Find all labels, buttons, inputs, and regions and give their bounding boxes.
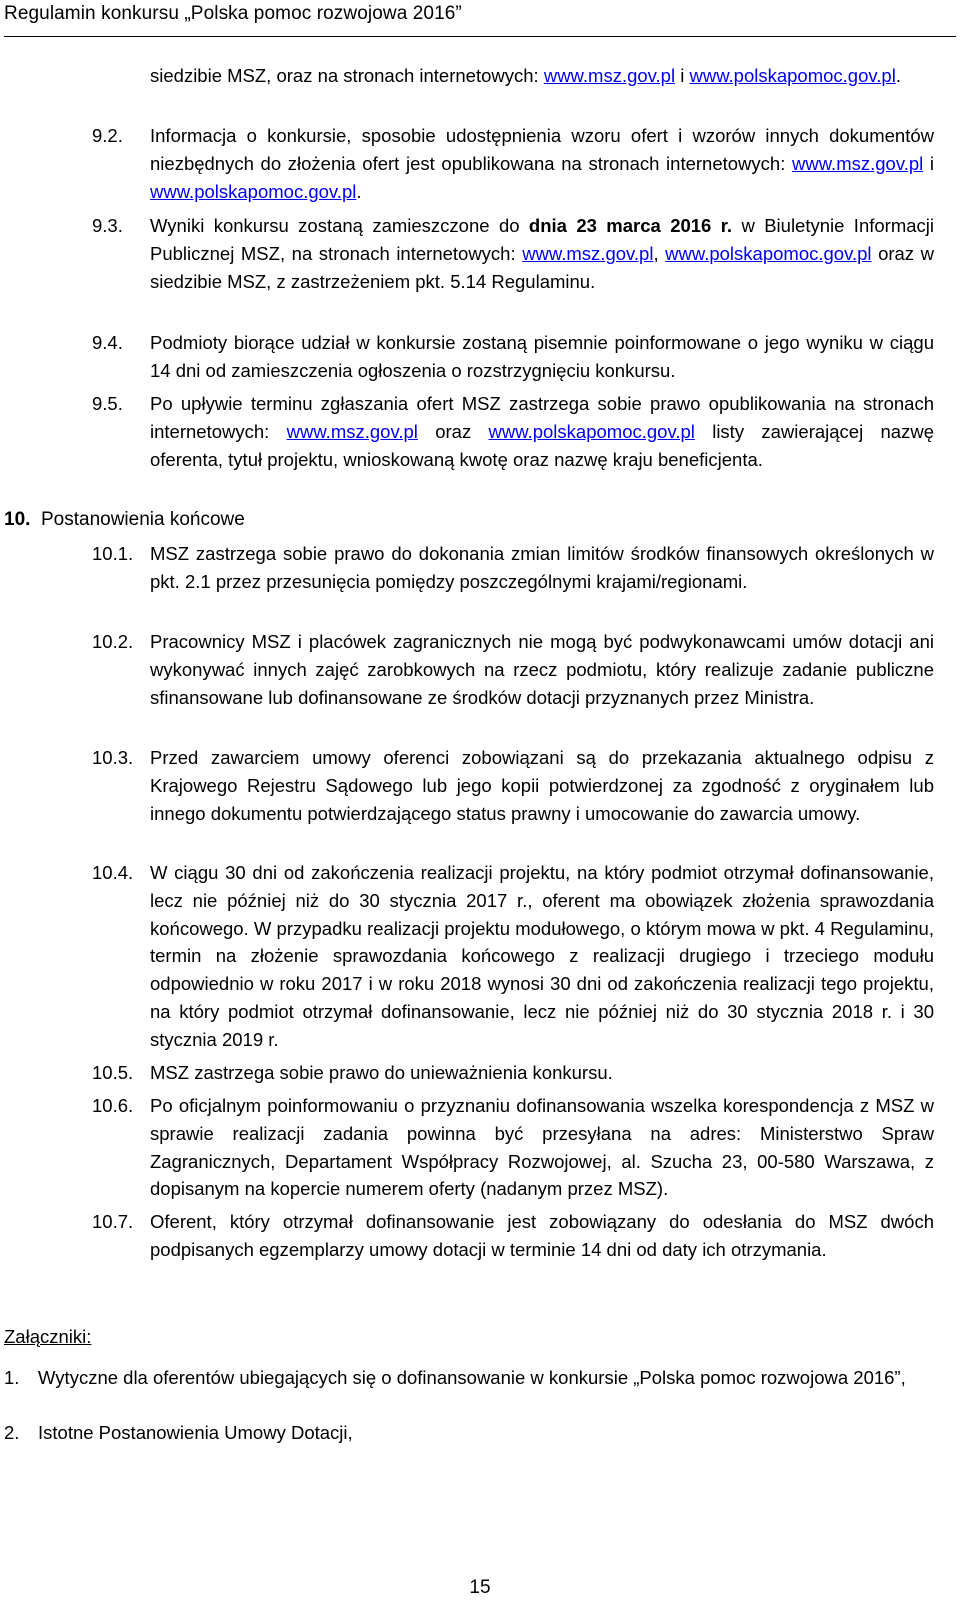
paragraph-10-5: MSZ zastrzega sobie prawo do unieważnienia konkursu. xyxy=(150,1062,613,1083)
link-polskapomoc[interactable]: www.polskapomoc.gov.pl xyxy=(689,65,896,86)
p9-2-number: 9.2. xyxy=(92,125,123,146)
paragraph-10-4: W ciągu 30 dni od zakończenia realizacji projektu, na który podmiot otrzymał dofinansowanie, lecz nie później niż do 30 stycznia 2017 r., oferent ma obowiązek złożenia sprawozdania końcowego. W przypadku realizacji projektu modułowego, o którym mowa w pkt. 4 Regulaminu, termin na złożenie sprawozdania końcowego z realizacji drugiego i trzeciego modułu odpowiednio w roku 2017 i w roku 2018 wynosi 30 dni od zakończenia realizacji tego projektu, na który podmiot otrzymał dofinansowanie, lecz nie później niż do 30 stycznia 2018 r. i 30 stycznia 2019 r. xyxy=(150,862,934,1050)
section-10-heading xyxy=(4,506,245,534)
paragraph-10-3: Przed zawarciem umowy oferenci zobowiązani są do przekazania aktualnego odpisu z Krajowego Rejestru Sądowego lub jego kopii potwierdzonej za zgodność z oryginałem lub innego dokumentu potwierdzającego status prawny i umocowanie do zawarcia umowy. xyxy=(150,747,934,824)
paragraph-10-2: Pracownicy MSZ i placówek zagranicznych nie mogą być podwykonawcami umów dotacji ani wykonywać innych zajęć zarobkowych na rzecz podmiotu, który realizuje zadanie publiczne sfinansowane lub dofinansowane ze środków dotacji przyznanych przez Ministra. xyxy=(150,631,934,708)
p10-7-number: 10.7. xyxy=(92,1211,134,1232)
header-title: Regulamin konkursu „Polska pomoc rozwojowa 2016” xyxy=(4,3,462,24)
p9-3-text-3: oraz w siedzibie MSZ, z zastrzeżeniem pkt. 5.14 Regulaminu. xyxy=(150,242,934,292)
p9-2-text: Informacja o konkursie, sposobie udostępnienia wzoru ofert i wzorów innych dokumentów niezbędnych do złożenia ofert jest opublikowana na stronach internetowych: xyxy=(150,125,934,174)
page-header xyxy=(4,0,956,37)
p9-3-number: 9.3. xyxy=(92,215,123,236)
p9-4-number: 9.4. xyxy=(92,332,123,353)
paragraph-9-1-continuation xyxy=(150,62,934,90)
section-10-title: Postanowienia końcowe xyxy=(40,509,245,530)
attachments-title: Załączniki: xyxy=(4,1326,92,1347)
link-msz[interactable]: www.msz.gov.pl xyxy=(522,242,654,264)
paragraph-9-2 xyxy=(150,122,934,205)
link-polskapomoc[interactable]: www.polskapomoc.gov.pl xyxy=(665,242,872,264)
p10-3-number: 10.3. xyxy=(92,747,134,768)
p10-1-number: 10.1. xyxy=(92,543,134,564)
page-number: 15 xyxy=(469,1577,491,1598)
p9-3-text: Wyniki konkursu zostaną zamieszczone do xyxy=(150,215,529,236)
p9-5-text-2: listy zawierającej nazwę oferenta, tytuł projektu, wnioskowaną kwotę oraz nazwę kraju beneficjenta. xyxy=(150,420,934,470)
attachment-1-number: 1. xyxy=(4,1367,20,1388)
p9-5-and: oraz xyxy=(417,420,489,442)
attachment-2-text: Istotne Postanowienia Umowy Dotacji, xyxy=(38,1422,353,1443)
p9-5-number: 9.5. xyxy=(92,393,123,414)
link-msz[interactable]: www.msz.gov.pl xyxy=(792,152,924,174)
p9-2-dot: . xyxy=(356,180,362,202)
p10-6-number: 10.6. xyxy=(92,1095,134,1116)
link-polskapomoc[interactable]: www.polskapomoc.gov.pl xyxy=(488,420,695,442)
paragraph-10-7: Oferent, który otrzymał dofinansowanie jest zobowiązany do odesłania do MSZ dwóch podpisanych egzemplarzy umowy dotacji w terminie 14 dni od daty ich otrzymania. xyxy=(150,1211,934,1260)
p9-1-text: siedzibie MSZ, oraz na stronach internetowych: xyxy=(150,65,544,86)
p9-1-dot: . xyxy=(895,65,901,86)
p10-4-number: 10.4. xyxy=(92,862,134,883)
link-polskapomoc[interactable]: www.polskapomoc.gov.pl xyxy=(150,180,357,202)
p9-3-text-2: w Biuletynie Informacji Publicznej MSZ, na stronach internetowych: xyxy=(150,215,934,264)
attachment-1-text: Wytyczne dla oferentów ubiegających się o dofinansowanie w konkursie „Polska pomoc rozwojowa 2016”, xyxy=(38,1367,906,1388)
paragraph-9-5 xyxy=(150,390,934,473)
p9-3-comma: , xyxy=(653,242,666,264)
paragraph-10-1: MSZ zastrzega sobie prawo do dokonania zmian limitów środków finansowych określonych w pkt. 2.1 przez przesunięcia pomiędzy poszczególnymi krajami/regionami. xyxy=(150,543,934,592)
paragraph-9-3 xyxy=(150,212,934,295)
attachment-2-number: 2. xyxy=(4,1422,20,1443)
p10-5-number: 10.5. xyxy=(92,1062,134,1083)
p10-2-number: 10.2. xyxy=(92,631,134,652)
section-10-number: 10. xyxy=(4,509,31,530)
paragraph-9-4: Podmioty biorące udział w konkursie zostaną pisemnie poinformowane o jego wyniku w ciągu 14 dni od zamieszczenia ogłoszenia o rozstrzygnięciu konkursu. xyxy=(150,332,934,381)
p9-3-date: dnia 23 marca 2016 r. xyxy=(528,215,733,236)
link-msz[interactable]: www.msz.gov.pl xyxy=(286,420,418,442)
paragraph-10-6: Po oficjalnym poinformowaniu o przyznaniu dofinansowania wszelka korespondencja z MSZ w sprawie realizacji zadania powinna być przesyłana na adres: Ministerstwo Spraw Zagranicznych, Departament Współpracy Rozwojowej, al. Szucha 23, 00-580 Warszawa, z dopisanym na kopercie numerem oferty (nadanym przez MSZ). xyxy=(150,1095,934,1200)
p9-2-and: i xyxy=(923,152,935,174)
p9-5-text: Po upływie terminu zgłaszania ofert MSZ zastrzega sobie prawo opublikowania na stronach internetowych: xyxy=(150,393,934,442)
link-msz[interactable]: www.msz.gov.pl xyxy=(543,65,676,86)
p9-1-and: i xyxy=(675,65,690,86)
